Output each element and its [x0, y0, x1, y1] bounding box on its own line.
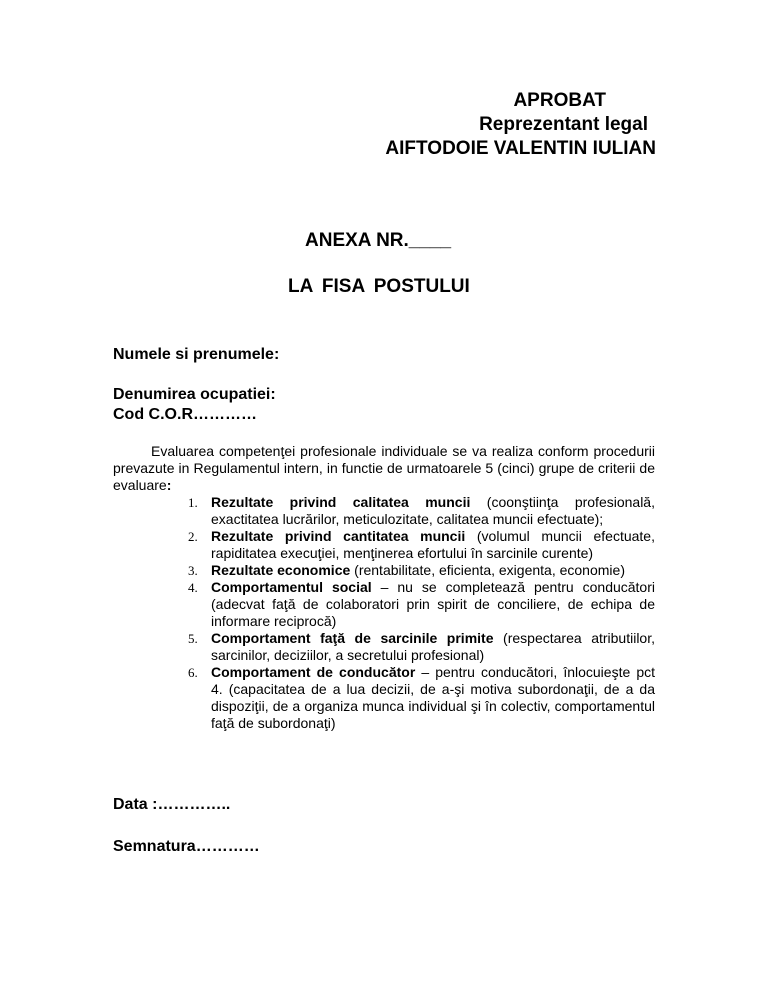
list-item [185, 528, 655, 562]
approval-title: APROBAT [513, 90, 606, 111]
approval-signatory: AIFTODOIE VALENTIN IULIAN [385, 138, 656, 159]
list-item [185, 562, 655, 579]
criterion-detail: (rentabilitate, eficienta, exigenta, economie) [350, 562, 625, 578]
list-item-number: 6. [188, 665, 198, 680]
evaluation-intro-colon: : [166, 477, 172, 493]
annex-subtitle: LA FISA POSTULUI [288, 276, 470, 297]
criterion-title: Rezultate privind calitatea muncii [211, 494, 471, 510]
evaluation-intro-text: Evaluarea competenţei profesionale individuale se va realiza conform procedurii prevazute in Regulamentul intern, in functie de urmatoarele 5 (cinci) grupe de criterii de evaluare [113, 443, 655, 493]
criterion-title: Comportament faţă de sarcinile primite [211, 630, 494, 646]
list-item-number: 2. [188, 529, 198, 544]
approval-role: Reprezentant legal [479, 114, 648, 135]
criterion-detail: (coonştiinţa profesională, exactitatea lucrărilor, meticulozitate, calitatea muncii efectuate); [211, 494, 655, 527]
list-item-number: 1. [188, 495, 198, 510]
evaluation-intro-paragraph [113, 443, 655, 494]
criterion-detail: (respectarea atributiilor, sarcinilor, deciziilor, a secretului profesional) [211, 630, 656, 663]
criterion-title: Comportament de conducător [211, 664, 416, 680]
list-item [185, 494, 655, 528]
criterion-title: Rezultate privind cantitatea muncii [211, 528, 466, 544]
list-item-number: 3. [188, 563, 198, 578]
cor-code-label: Cod C.O.R………… [113, 406, 257, 423]
criterion-title: Comportamentul social [211, 579, 372, 595]
list-item [185, 664, 655, 732]
annex-number-heading: ANEXA NR.____ [305, 230, 452, 251]
evaluation-criteria-list [185, 494, 655, 732]
signature-field-label: Semnatura………… [113, 838, 260, 855]
list-item-number: 4. [188, 580, 198, 595]
list-item [185, 630, 655, 664]
date-field-label: Data :………….. [113, 796, 231, 813]
criterion-detail: (volumul muncii efectuate, rapiditatea execuţiei, menţinerea efortului în sarcinile curente) [211, 528, 655, 561]
occupation-field-label: Denumirea ocupatiei: [113, 386, 276, 403]
criterion-detail: – pentru conducători, înlocuieşte pct 4. (capacitatea de a lua decizii, de a-şi motiva subordonaţii, de a da dispoziţii, de a organiza munca individual şi în colectiv, comportamentul faţă de subordonaţi) [211, 664, 656, 731]
name-field-label: Numele si prenumele: [113, 346, 280, 363]
list-item-number: 5. [188, 631, 198, 646]
criterion-title: Rezultate economice [211, 562, 351, 578]
list-item [185, 579, 655, 630]
criterion-detail: – nu se completează pentru conducători (adecvat faţă de colaboratori prin spirit de conciliere, de echipa de informare reciprocă) [211, 579, 655, 629]
